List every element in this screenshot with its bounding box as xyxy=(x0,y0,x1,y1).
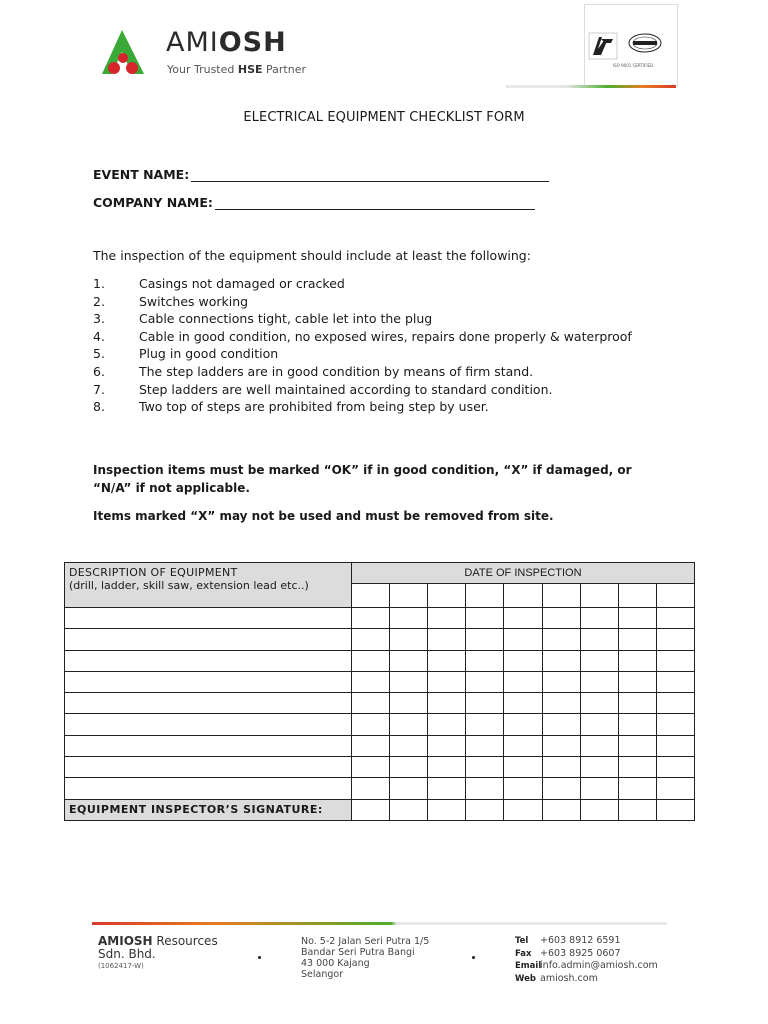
date-cell[interactable] xyxy=(656,584,694,608)
table-row xyxy=(65,671,695,692)
separator-dot xyxy=(472,956,475,959)
footer-accent-bar xyxy=(92,922,667,925)
company-logo xyxy=(100,28,330,80)
table-row xyxy=(65,757,695,778)
description-header: DESCRIPTION OF EQUIPMENT (drill, ladder, skill saw, extension lead etc..) xyxy=(65,563,352,608)
table-row xyxy=(65,714,695,735)
signature-cell[interactable] xyxy=(390,799,428,820)
marking-instructions: Inspection items must be marked “OK” if in good condition, “X” if damaged, or “N/A” if not applicable. xyxy=(93,463,632,495)
equipment-cell[interactable] xyxy=(65,735,352,756)
company-name-field xyxy=(93,195,535,210)
list-item: 6. The step ladders are in good condition by means of firm stand. xyxy=(93,363,534,379)
amiosh-logo-icon xyxy=(100,28,160,78)
equipment-cell[interactable] xyxy=(65,693,352,714)
equipment-cell[interactable] xyxy=(65,608,352,629)
removal-instructions: Items marked “X” may not be used and must be removed from site. xyxy=(93,509,554,523)
certification-note: ISO 9001 CERTIFIED xyxy=(613,63,654,68)
date-cell[interactable] xyxy=(580,584,618,608)
signature-cell[interactable] xyxy=(352,799,390,820)
company-name-line[interactable] xyxy=(215,197,535,210)
equipment-cell[interactable] xyxy=(65,778,352,799)
separator-dot xyxy=(258,956,261,959)
list-item: 3. Cable connections tight, cable let into the plug xyxy=(93,311,433,327)
inspector-signature-label: EQUIPMENT INSPECTOR’S SIGNATURE: xyxy=(65,799,352,820)
signature-cell[interactable] xyxy=(656,799,694,820)
equipment-cell[interactable] xyxy=(65,671,352,692)
signature-cell[interactable] xyxy=(504,799,542,820)
date-cell[interactable] xyxy=(542,584,580,608)
table-row xyxy=(65,735,695,756)
header-accent-bar xyxy=(506,85,676,88)
list-item: 7. Step ladders are well maintained according to standard condition. xyxy=(93,381,553,397)
inspection-list xyxy=(93,275,653,416)
footer-company-name: AMIOSH Resources Sdn. Bhd. xyxy=(98,934,218,961)
list-item: 8. Two top of steps are prohibited from being step by user. xyxy=(93,399,489,415)
equipment-cell[interactable] xyxy=(65,650,352,671)
inspection-intro: The inspection of the equipment should include at least the following: xyxy=(93,248,531,263)
website-link[interactable]: amiosh.com xyxy=(540,972,598,984)
company-name-label: COMPANY NAME: xyxy=(93,195,213,210)
signature-cell[interactable] xyxy=(618,799,656,820)
signature-cell[interactable] xyxy=(428,799,466,820)
table-row xyxy=(65,650,695,671)
inspection-table xyxy=(64,562,695,821)
signature-row xyxy=(65,799,695,820)
date-cell[interactable] xyxy=(504,584,542,608)
table-row xyxy=(65,629,695,650)
list-item: 1. Casings not damaged or cracked xyxy=(93,276,345,291)
list-item: 5. Plug in good condition xyxy=(93,346,279,362)
footer-contact: Tel +603 8912 6591 Fax +603 8925 0607 Email info.admin@amiosh.com Web amiosh.com xyxy=(515,935,658,984)
date-cell[interactable] xyxy=(390,584,428,608)
date-of-inspection-header: DATE OF INSPECTION xyxy=(352,563,695,584)
signature-cell[interactable] xyxy=(580,799,618,820)
date-cell[interactable] xyxy=(466,584,504,608)
equipment-cell[interactable] xyxy=(65,714,352,735)
date-cell[interactable] xyxy=(352,584,390,608)
event-name-line[interactable] xyxy=(191,169,549,182)
table-row xyxy=(65,608,695,629)
list-item: 2. Switches working xyxy=(93,293,249,309)
date-cell[interactable] xyxy=(428,584,466,608)
signature-cell[interactable] xyxy=(466,799,504,820)
equipment-cell[interactable] xyxy=(65,629,352,650)
equipment-cell[interactable] xyxy=(65,757,352,778)
footer-address: No. 5-2 Jalan Seri Putra 1/5 Bandar Seri Putra Bangi 43 000 Kajang Selangor xyxy=(301,936,430,980)
table-row xyxy=(65,778,695,799)
certification-badge xyxy=(584,4,678,87)
event-name-label: EVENT NAME: xyxy=(93,167,190,182)
list-item: 4. Cable in good condition, no exposed wires, repairs done properly & waterproof xyxy=(93,328,632,344)
form-title: ELECTRICAL EQUIPMENT CHECKLIST FORM xyxy=(243,110,525,125)
footer-registration: (1062417-W) xyxy=(98,962,144,970)
email-link[interactable]: info.admin@amiosh.com xyxy=(540,960,658,971)
signature-cell[interactable] xyxy=(542,799,580,820)
table-row xyxy=(65,693,695,714)
event-name-field xyxy=(93,167,549,182)
date-cell[interactable] xyxy=(618,584,656,608)
brand-name: AMIOSH xyxy=(166,27,287,58)
tagline: Your Trusted HSE Partner xyxy=(167,63,307,76)
